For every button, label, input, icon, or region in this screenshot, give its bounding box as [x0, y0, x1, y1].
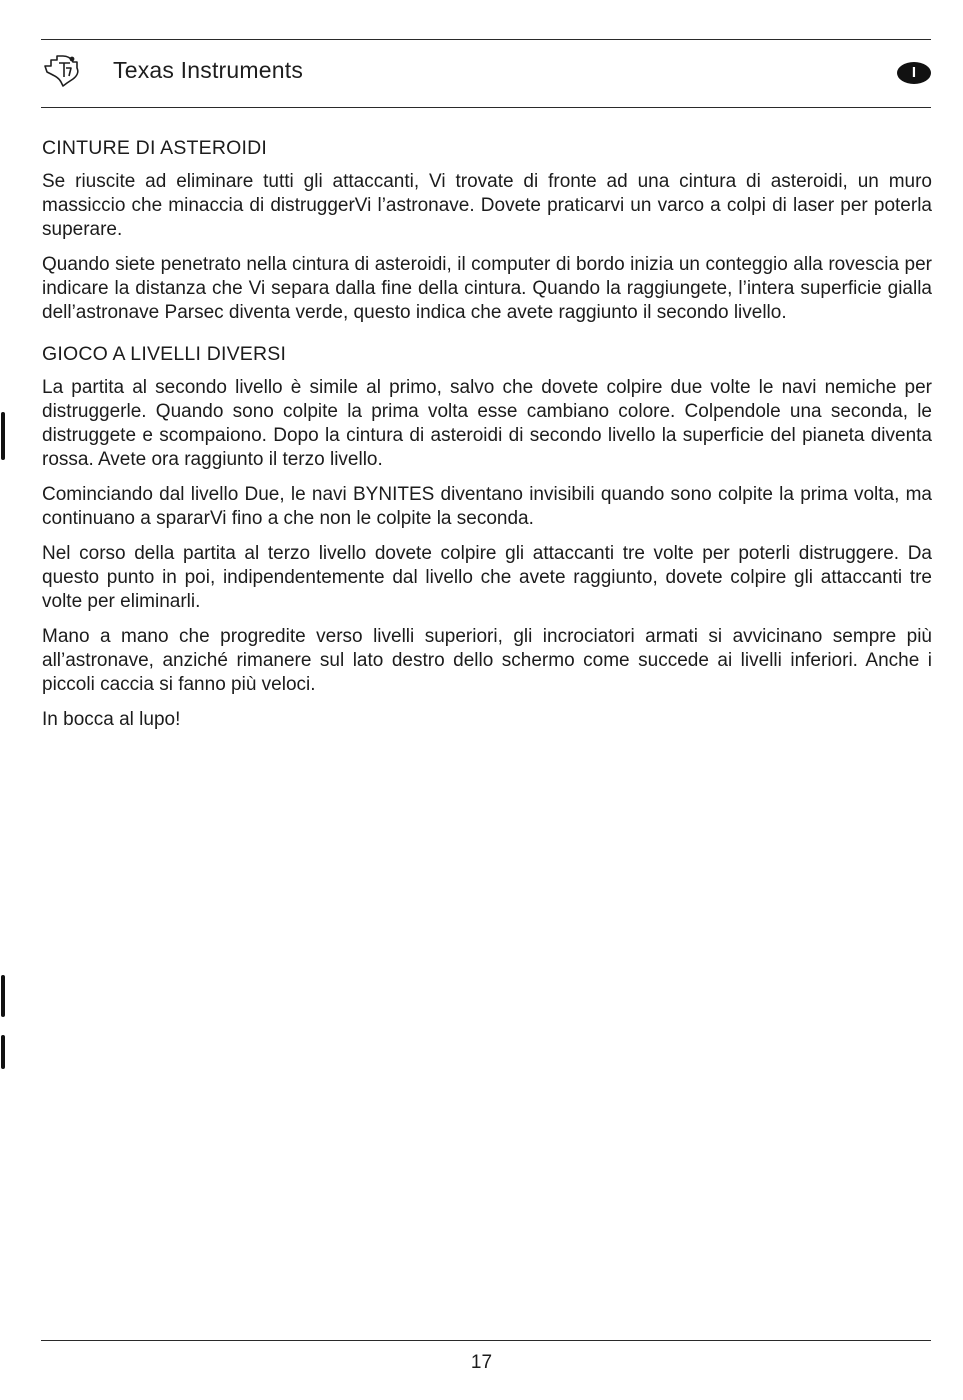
binder-mark: [1, 412, 5, 460]
paragraph: Quando siete penetrato nella cintura di asteroidi, il computer di bordo inizia un conteggio alla rovescia per indicare la distanza che Vi separa dalla fine della cintura. Quando la raggiungete, l’intera superficie gialla dell’astronave Parsec diventa verde, questo indica che avete raggiunto il secondo livello.: [42, 254, 932, 323]
brand-name: Texas Instruments: [113, 57, 304, 83]
ti-logo-icon: [41, 52, 85, 88]
paragraph: Mano a mano che progredite verso livelli superiori, gli incrociatori armati si avvicinano sempre più all’astronave, anziché rimanere sul lato destro dello schermo come succede ai livelli inferiori. Anche i piccoli caccia si fanno più veloci.: [42, 626, 932, 695]
paragraph: Se riuscite ad eliminare tutti gli attaccanti, Vi trovate di fronte ad una cintura di asteroidi, un muro massiccio che minaccia di distruggerVi l’astronave. Dovete praticarvi un varco a colpi di laser per poterla superare.: [42, 171, 932, 240]
paragraph: Cominciando dal livello Due, le navi BYNITES diventano invisibili quando sono colpite la prima volta, ma continuano a spararVi fino a che non le colpite la seconda.: [42, 484, 932, 529]
binder-mark: [1, 975, 5, 1017]
page-header: [41, 40, 931, 106]
language-badge: I: [897, 62, 931, 84]
page-number: 17: [470, 1352, 493, 1373]
paragraph: In bocca al lupo!: [42, 709, 181, 730]
paragraph: Nel corso della partita al terzo livello dovete colpire gli attaccanti tre volte per poterli distruggere. Da questo punto in poi, indipendentemente dal livello che avete raggiunto, dovete colpire gli attaccanti tre volte per eliminarli.: [42, 543, 932, 612]
header-bottom-rule: [41, 107, 931, 108]
paragraph: La partita al secondo livello è simile al primo, salvo che dovete colpire due volte le navi nemiche per distruggerle. Quando sono colpite la prima volta esse cambiano colore. Colpendole una seconda, le distruggete e scompaiono. Dopo la cintura di asteroidi di secondo livello la superficie del pianeta diventa rossa. Avete ora raggiunto il terzo livello.: [42, 377, 932, 470]
page-content: [42, 136, 932, 743]
section-heading-asteroid-belts: CINTURE DI ASTEROIDI: [42, 137, 268, 159]
binder-mark: [1, 1035, 5, 1069]
section-heading-levels: GIOCO A LIVELLI DIVERSI: [42, 343, 287, 365]
footer-rule: [41, 1340, 931, 1341]
